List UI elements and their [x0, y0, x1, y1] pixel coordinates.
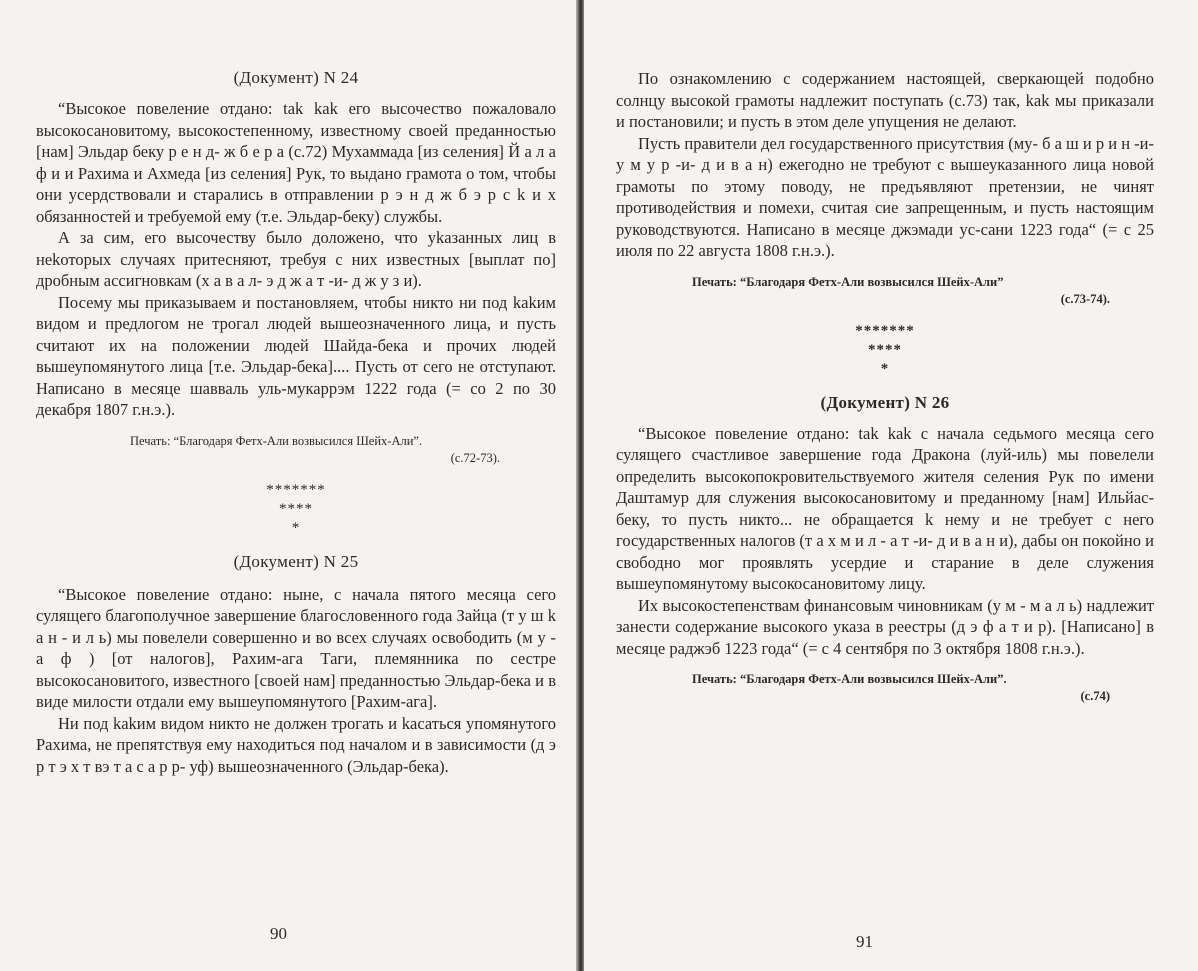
right-text-column — [616, 0, 1154, 705]
seal-page-reference: (с.73-74). — [1060, 291, 1110, 306]
document-25-heading: (Документ) N 25 — [233, 551, 359, 571]
document-24-paragraph-2: А за сим, его высочеству было доложено, что ykазанных лиц в неkоторых случаях притесняют, требуя с них известных [выплат по] дробным ассигновкам (х а в а л- э д ж а т -и- д ж у з и). — [36, 228, 556, 290]
document-25-paragraph-1: “Высокое повеление отдано: ныне, с начала пятого месяца сего сулящего благополучное завершение благословенного года Зайца (т у ш k а н - и л ь) мы повелели совершенно и во всех случаях освободить (м у - а ф ) [от налогов], Рахим-ага Таги, племянника по сестре высокосановитого, известного [своей нам] преданностью Эльдар-бека и в виде милости отдали ему вышеупомянутого [Рахим-ага]. — [36, 584, 556, 711]
separator-stars-line-1: ******* — [855, 322, 915, 339]
document-26-heading: (Документ) N 26 — [820, 392, 950, 412]
document-25-seal — [616, 274, 1154, 308]
document-24-paragraph-1: “Высокое повеление отдано: tak kak его высочество пожаловало высокосановитому, высокостепенному, известному своей преданностью [нам] Эльдар беку р е н д- ж б е р а (с.72) Мухаммада [из селения] Й а л а ф и и Рахима и Ахмеда [из селения] Рук, то выдано грамота о том, чтобы они усердствовали и старались в отправлении р э н д ж б э р с k и х обязанностей и требуемой ему (т.е. Эльдар-беку) службы. — [36, 99, 556, 226]
right-page — [584, 0, 1198, 971]
left-text-column — [36, 0, 556, 777]
document-26-seal — [616, 671, 1154, 705]
document-26-paragraph-2: Их высокостепенствам финансовым чиновникам (у м - м а л ь) надлежит занести содержание высокого указа в реестры (д э ф а т и р). [Написано] в месяце раджэб 1223 года“ (= с 4 сентября по 3 октября 1808 г.н.э.). — [616, 595, 1154, 658]
separator-stars-line-3: * — [880, 360, 890, 377]
seal-text: Печать: “Благодаря Фетх-Али возвысился Шейх-Али”. — [692, 672, 1007, 686]
separator-stars-line-3: * — [291, 519, 301, 536]
page-number-right: 91 — [856, 932, 873, 951]
document-25-paragraph-3: По ознакомлению с содержанием настоящей, сверкающей подобно солнцу высокой грамоты надлежит поступать (с.73) так, kak мы приказали и постановили; и пусть в этом деле упущения не делают. — [616, 69, 1154, 131]
seal-page-reference: (с.74) — [1080, 689, 1110, 703]
separator-stars-line-2: **** — [868, 341, 902, 358]
seal-page-reference: (с.72-73). — [450, 450, 500, 465]
document-24-heading: (Документ) N 24 — [233, 68, 359, 87]
document-26-paragraph-1: “Высокое повеление отдано: tak kak с начала седьмого месяца сего сулящего счастливое завершение года Дракона (луй-иль) мы повелели определить высокопокровительствуемого жителя селения Рук по имени Даштамур для служения высокосановитому и преданному [нам] Ильйас-беку, то пусть никто... не обращается k нему и не требует с него государственных налогов (т а х м и л - а т -и- д и в а н и), дабы он покойно и свободно мог проявлять усердие и старание в деле служения вышеупомянутому высокосановитому лицу. — [616, 423, 1154, 593]
separator-stars-line-1: ******* — [266, 481, 326, 498]
page-number-left: 90 — [270, 924, 287, 943]
separator-stars-line-2: **** — [279, 500, 313, 517]
left-page — [0, 0, 578, 971]
document-25-paragraph-4: Пусть правители дел государственного присутствия (му- б а ш и р и н -и- у м у р -и- д и в а н) ежегодно не требуют с вышеуказанного лица новой грамоты по этому поводу, не предъявляют претензии, не чинят противодействия и помехи, считая сие запрещенным, и пусть настоящим руководствуются. Написано в месяце джэмади ус-сани 1223 года“ (= с 25 июля по 22 августа 1808 г.н.э.). — [616, 133, 1154, 260]
document-25-paragraph-2: Ни под kаkим видом никто не должен трогать и kасаться упомянутого Рахима, не препятствуя ему находиться под началом и в зависимости (д э р т э х т вэ т а с а р р- уф) вышеозначенного (Эльдар-бека). — [36, 713, 556, 776]
seal-text: Печать: “Благодаря Фетх-Али возвысился Шейх-Али”. — [130, 433, 423, 448]
document-24-seal — [36, 433, 556, 467]
document-24-paragraph-3: Посему мы приказываем и постановляем, чтобы никто ни под kаkим видом и предлогом не трогал людей вышеозначенного лица, и пусть считают их на положении людей Шайда-бека и прочих людей вышеупомянутого лица [т.е. Эльдар-бека].... Пусть от сего не отступают. Написано в месяце шавваль уль-мукаррэм 1222 года (= со 2 по 30 декабря 1807 г.н.э.). — [36, 292, 556, 419]
seal-text: Печать: “Благодаря Фетх-Али возвысился Шейх-Али” — [692, 274, 1004, 289]
